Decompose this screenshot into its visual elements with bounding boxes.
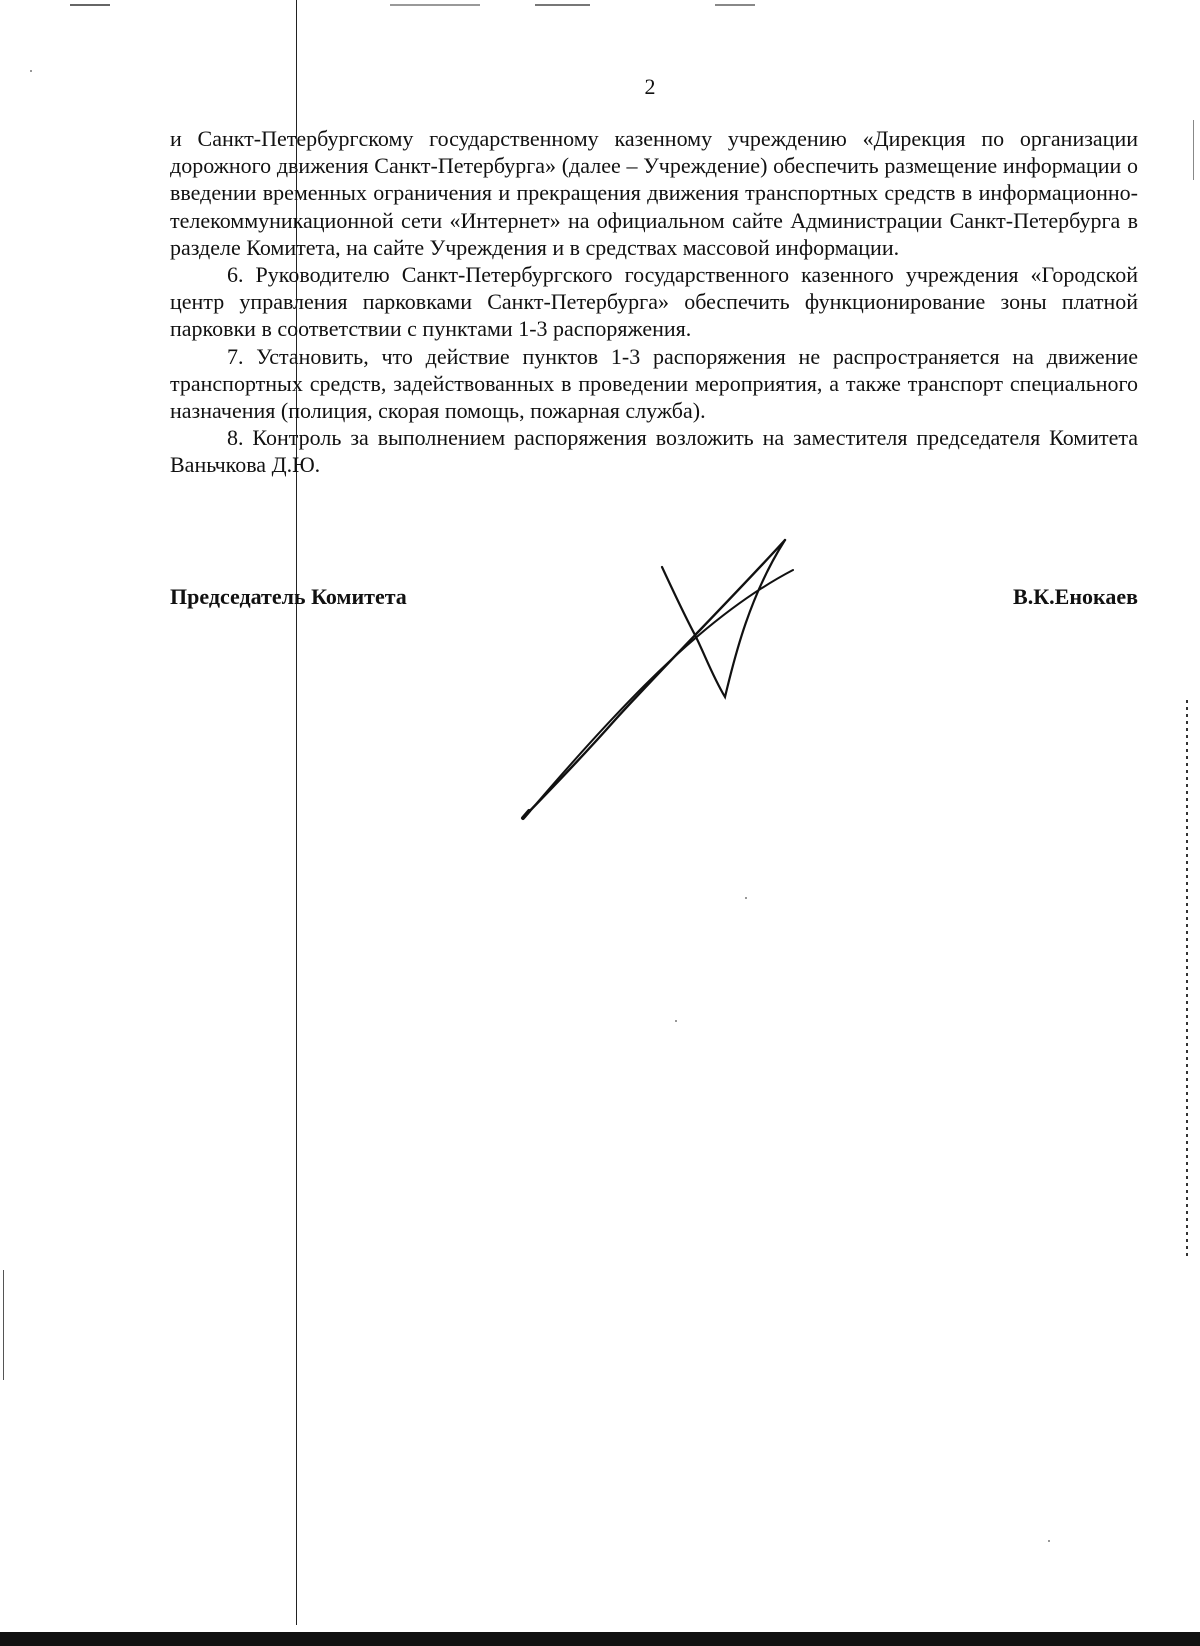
signatory-title: Председатель Комитета [170, 584, 407, 609]
scan-speck [745, 897, 747, 899]
paragraph-item-7: 7. Установить, что действие пунктов 1-3 распоряжения не распространяется на движение транспортных средств, задействованных в проведении мероприятия, а также транспорт специального назначения (полиция, скорая помощь, пожарная служба). [170, 343, 1138, 424]
scan-bottom-edge [0, 1632, 1200, 1646]
document-body [170, 125, 1138, 479]
scan-speck [30, 70, 32, 72]
paragraph-item-6: 6. Руководителю Санкт-Петербургского государственного казенного учреждения «Городской центр управления парковками Санкт-Петербурга» обеспечить функционирование зоны платной парковки в соответствии с пунктами 1-3 распоряжения. [170, 262, 1138, 342]
scan-edge-line-left [3, 1270, 4, 1380]
scan-speck [675, 1020, 677, 1022]
handwritten-signature [515, 535, 795, 825]
paragraph-item-8: 8. Контроль за выполнением распоряжения возложить на заместителя председателя Комитета Ваньчкова Д.Ю. [170, 425, 1138, 478]
scan-speck [1048, 1540, 1050, 1542]
scan-top-mark [715, 4, 755, 6]
signatory-name: В.К.Енокаев [1013, 584, 1138, 609]
scan-top-mark [70, 4, 110, 6]
scan-top-mark [535, 4, 590, 6]
scan-edge-line-right [1193, 120, 1194, 180]
scan-top-mark [390, 4, 480, 6]
scan-right-edge-noise [1186, 700, 1188, 1260]
paragraph-continuation: и Санкт-Петербургскому государственному казенному учреждению «Дирекция по организации дорожного движения Санкт-Петербурга» (далее – Учреждение) обеспечить размещение информации о введении временных ограничения и прекращения движения транспортных средств в информационно-телекоммуникационной сети «Интернет» на официальном сайте Администрации Санкт-Петербурга в разделе Комитета, на сайте Учреждения и в средствах массовой информации. [170, 126, 1138, 260]
page-number: 2 [644, 74, 656, 99]
